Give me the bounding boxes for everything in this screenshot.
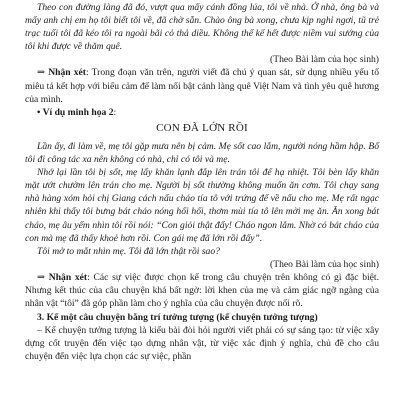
arrow-symbol: ⇒ — [37, 271, 46, 283]
story-paragraph-1: Lần ấy, đi làm về, mẹ tôi gặp mưa nên bị cảm. Mẹ sốt cao lắm, người nóng hầm hập. Bố tôi đi công tác xa nên không có nhà, chỉ có tôi và mẹ. — [25, 140, 379, 166]
story-paragraph-3: Tôi mở to mắt nhìn mẹ. Tôi đã lớn thật rồi sao? — [37, 245, 220, 257]
comment-1 — [25, 66, 379, 105]
example-label: • Ví dụ minh họa 2 — [37, 106, 114, 118]
excerpt-source: (Theo Bài làm của học sinh) — [270, 54, 379, 66]
comment-label: Nhận xét — [48, 271, 88, 283]
excerpt-paragraph: Theo con đường làng đã đó, vượt qua mấy cánh đồng lúa, tôi về nhà. Ở nhà, ông bà và mấy anh chị em họ tôi biết tôi về, đã chờ sẵn. Chào ông bà xong, chưa kịp nghỉ ngơi, tũ trẻ trạc tuổi tôi đã kéo tôi ra ngoài bãi cỏ thả diều. Không thể kể hết được niềm vui sướng của tôi khi được về thăm quê. — [25, 2, 379, 53]
comment-label: Nhận xét — [48, 67, 87, 79]
story-source: (Theo Bài làm của học sinh) — [270, 258, 379, 270]
comment-text: : Các sự việc được chọn kể trong câu chuyện trên không có gì đặc biệt. Nhưng kết thúc của câu chuyện khá bất ngờ: lời khen của mẹ và cảm giác ngỡ ngàng của nhân vật “tôi” đã góp phần làm cho ý nghĩa của câu chuyện được nổi rõ. — [25, 271, 379, 310]
section-3-heading: 3. Kể một câu chuyện bằng trí tưởng tượng (kể chuyện tưởng tượng) — [37, 312, 318, 324]
section-3-paragraph: – Kể chuyện tưởng tượng là kiểu bài đòi hỏi người viết phải có sự sáng tạo: từ việc xây dựng cốt truyện đến việc tạo dựng nhân vật, từ việc xác định ý nghĩa, chủ đề cho câu chuyện đến việc lựa chọn các sự việc, phần — [25, 325, 379, 363]
example-2-heading — [25, 106, 379, 119]
comment-2 — [25, 271, 379, 310]
example-colon: : — [113, 106, 117, 118]
story-paragraph-2: Nhớ lại lần tôi bị sốt, mẹ lấy khăn lạnh đắp lên trán tôi để hạ nhiệt. Tôi bèn lấy khăn mặt ướt chườm lên trán cho mẹ. Người bị sốt thường không muốn ăn cơm. Tôi chạy sang nhà hàng xóm hỏi chị Giang cách nấu cháo tía tô với trứng để về nấu cho mẹ. Mẹ rất ngạc nhiên khi thấy tôi bưng bát cháo nóng hổi hổi, thơm mùi tía tô lên mời mẹ ăn. Ăn xong bát cháo, mẹ âu yếm nhìn tôi rồi nói: “Con giỏi thật đấy! Cháo ngon lắm. Nhờ có bát cháo của con mà mẹ đã thấy khoẻ hơn rồi. Con gái mẹ đã lớn rồi đấy”. — [25, 167, 379, 244]
comment-text: : Trong đoạn văn trên, người viết đã chú ý quan sát, sử dụng nhiều yếu tố miêu tả kết hợp với biểu cảm để làm nổi bật cảnh làng quê Việt Nam và tình yêu quê hương của mình. — [25, 67, 379, 105]
story-title: CON ĐÃ LỚN RỒI — [156, 121, 248, 134]
arrow-symbol: ⇒ — [37, 67, 46, 79]
